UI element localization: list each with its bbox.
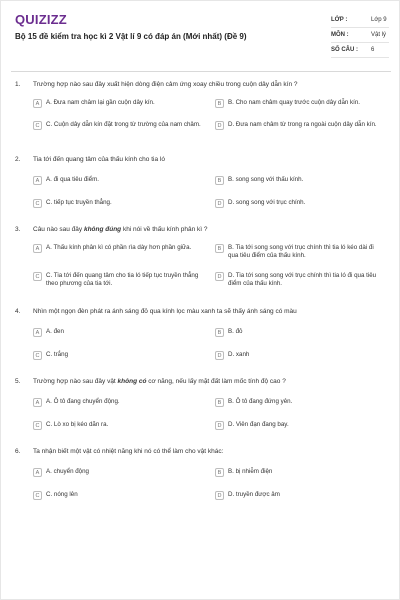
option-letter-box: D xyxy=(215,121,224,130)
option-c[interactable] xyxy=(33,351,203,360)
option-text: D. xanh xyxy=(228,351,250,358)
option-letter-box: A xyxy=(33,99,42,108)
meta-grade-value: Lớp 9 xyxy=(371,17,387,23)
option-d[interactable] xyxy=(215,199,385,208)
option-text: A. đen xyxy=(46,328,64,335)
meta-count-label: SỐ CÂU : xyxy=(331,47,358,53)
option-b[interactable] xyxy=(215,99,385,108)
option-text: B. song song với thấu kính. xyxy=(228,176,304,183)
option-b[interactable] xyxy=(215,328,385,337)
option-text: B. bị nhiễm điện xyxy=(228,468,273,475)
question-text: Tia tới đến quang tâm của thấu kính cho tia ló xyxy=(33,156,165,163)
option-letter-box: C xyxy=(33,199,42,208)
option-a[interactable] xyxy=(33,328,203,337)
option-c[interactable] xyxy=(33,121,203,130)
option-letter-box: C xyxy=(33,351,42,360)
option-letter-box: A xyxy=(33,244,42,253)
option-d[interactable] xyxy=(215,351,385,360)
question-number: 6. xyxy=(15,448,21,455)
option-text: A. Đưa nam châm lại gần cuộn dây kín. xyxy=(46,99,155,106)
option-text: D. Đưa nam châm từ trong ra ngoài cuộn dây dẫn kín. xyxy=(228,121,377,128)
option-text: D. song song với trục chính. xyxy=(228,199,306,206)
option-a[interactable] xyxy=(33,398,203,407)
question-text xyxy=(33,378,373,385)
option-text: C. tiếp tục truyền thẳng. xyxy=(46,199,112,206)
option-text: B. Tia tới song song với trục chính thì tia ló kéo dài đi qua tiêu điểm của thấu kính. xyxy=(228,244,374,259)
option-text: D. Tia tới song song với trục chính thì tia ló đi qua tiêu điểm của thấu kính. xyxy=(228,272,377,287)
question-text: Ta nhận biết một vật có nhiệt năng khi nó có thể làm cho vật khác: xyxy=(33,448,224,455)
option-letter-box: A xyxy=(33,328,42,337)
option-c[interactable] xyxy=(33,199,203,208)
option-letter-box: B xyxy=(215,468,224,477)
option-text: D. truyền được âm xyxy=(228,491,280,498)
option-c[interactable] xyxy=(33,491,203,500)
quizizz-logo: QUIZIZZ xyxy=(15,12,67,27)
option-a[interactable] xyxy=(33,176,203,185)
option-letter-box: D xyxy=(215,351,224,360)
option-text: C. nóng lên xyxy=(46,491,78,498)
option-letter-box: C xyxy=(33,272,42,281)
option-text: B. Ô tô đang đứng yên. xyxy=(228,398,293,405)
option-letter-box: B xyxy=(215,328,224,337)
option-d[interactable] xyxy=(215,421,385,430)
option-text: C. trắng xyxy=(46,351,69,358)
option-d[interactable] xyxy=(215,272,385,288)
meta-subject-value: Vật lý xyxy=(371,32,387,38)
meta-count-value: 6 xyxy=(371,47,375,53)
option-text: C. Lò xo bị kéo dãn ra. xyxy=(46,421,109,428)
option-text: A. đi qua tiêu điểm. xyxy=(46,176,99,183)
question-number: 2. xyxy=(15,156,21,163)
question-text: Trường hợp nào sau đây xuất hiện dòng điện cảm ứng xoay chiều trong cuộn dây dẫn kín ? xyxy=(33,81,298,88)
option-c[interactable] xyxy=(33,272,203,288)
option-b[interactable] xyxy=(215,244,385,260)
option-letter-box: B xyxy=(215,176,224,185)
option-b[interactable] xyxy=(215,176,385,185)
question-text xyxy=(33,226,373,233)
meta-subject-label: MÔN : xyxy=(331,32,349,38)
option-letter-box: C xyxy=(33,121,42,130)
meta-grade xyxy=(331,13,389,28)
question-text-before: Câu nào sau đây xyxy=(33,226,84,233)
option-text: C. Cuộn dây dẫn kín đặt trong từ trường của nam châm. xyxy=(46,121,201,128)
option-text: D. Viên đạn đang bay. xyxy=(228,421,289,428)
question-number: 1. xyxy=(15,81,21,88)
option-letter-box: B xyxy=(215,398,224,407)
option-d[interactable] xyxy=(215,491,385,500)
option-a[interactable] xyxy=(33,468,203,477)
option-text: A. Ô tô đang chuyển động. xyxy=(46,398,120,405)
question-number: 3. xyxy=(15,226,21,233)
option-letter-box: D xyxy=(215,491,224,500)
option-text: A. chuyển động xyxy=(46,468,90,475)
option-letter-box: A xyxy=(33,398,42,407)
question-emphasis: không đúng xyxy=(83,226,122,233)
header-divider xyxy=(11,71,391,72)
meta-subject xyxy=(331,28,389,43)
question-text-after: cơ năng, nếu lấy mặt đất làm mốc tính độ cao ? xyxy=(146,378,286,385)
question-number: 4. xyxy=(15,308,21,315)
option-b[interactable] xyxy=(215,398,385,407)
option-letter-box: B xyxy=(215,99,224,108)
question-emphasis: không có xyxy=(117,378,147,385)
option-text: B. Cho nam châm quay trước cuộn dây dẫn kín. xyxy=(228,99,361,106)
option-a[interactable] xyxy=(33,244,203,253)
worksheet-meta xyxy=(331,13,389,58)
option-letter-box: D xyxy=(215,421,224,430)
option-text: A. Thấu kính phân kì có phần rìa dày hơn phần giữa. xyxy=(46,244,192,251)
option-d[interactable] xyxy=(215,121,385,130)
option-text: B. đỏ xyxy=(228,328,243,335)
question-text-before: Trường hợp nào sau đây vật xyxy=(33,378,118,385)
option-letter-box: C xyxy=(33,491,42,500)
option-text: C. Tia tới đến quang tâm cho tia ló tiếp tục truyền thẳng theo phương của tia tới. xyxy=(46,272,199,287)
option-letter-box: C xyxy=(33,421,42,430)
option-letter-box: A xyxy=(33,176,42,185)
option-letter-box: D xyxy=(215,199,224,208)
question-number: 5. xyxy=(15,378,21,385)
option-b[interactable] xyxy=(215,468,385,477)
meta-grade-label: LỚP : xyxy=(331,17,348,23)
option-letter-box: B xyxy=(215,244,224,253)
question-text: Nhìn một ngọn đèn phát ra ánh sáng đỏ qua kính lọc màu xanh ta sẽ thấy ánh sáng có màu xyxy=(33,308,297,315)
option-c[interactable] xyxy=(33,421,203,430)
option-a[interactable] xyxy=(33,99,203,108)
meta-count xyxy=(331,43,389,58)
worksheet-title: Bộ 15 đề kiểm tra học kì 2 Vật lí 9 có đáp án (Mới nhất) (Đề 9) xyxy=(15,32,247,41)
option-letter-box: A xyxy=(33,468,42,477)
option-letter-box: D xyxy=(215,272,224,281)
question-text-after: khi nói về thấu kính phân kì ? xyxy=(121,226,208,233)
